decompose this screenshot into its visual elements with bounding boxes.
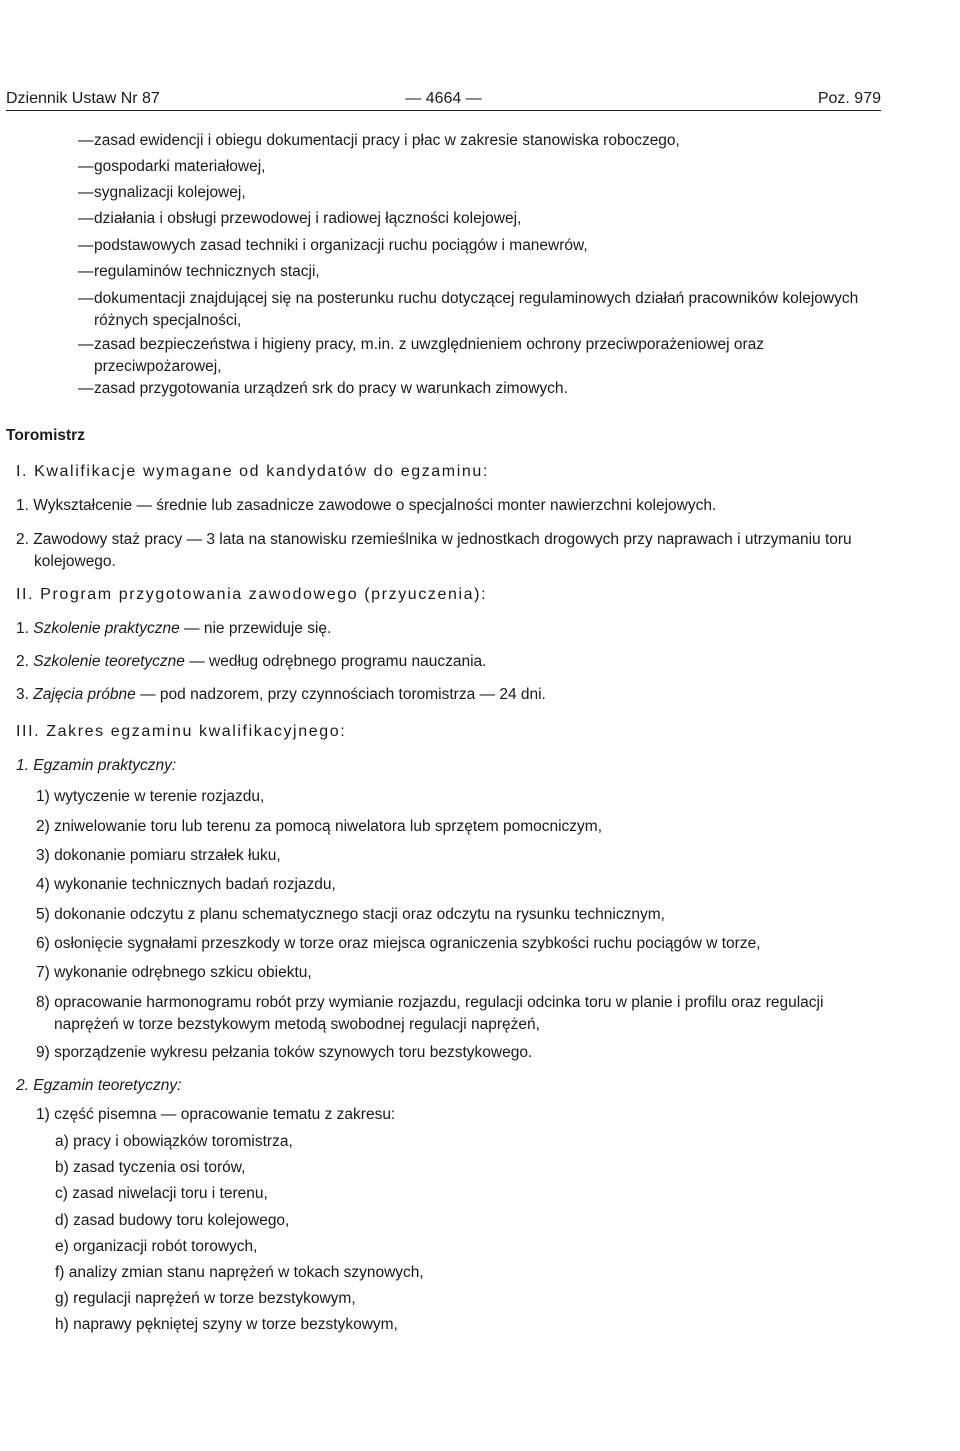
part2-heading: II. Program przygotowania zawodowego (przyuczenia): — [16, 586, 488, 603]
program-item-text: — pod nadzorem, przy czynnościach toromistrza — 24 dni. — [135, 686, 546, 703]
program-item — [16, 618, 882, 640]
theory-item: h) naprawy pękniętej szyny w torze bezstykowym, — [55, 1316, 398, 1333]
dash-item: — gospodarki materiałowej, — [78, 156, 882, 178]
program-item — [16, 651, 882, 673]
practical-item: 1) wytyczenie w terenie rozjazdu, — [36, 788, 265, 805]
theory-item: f) analizy zmian stanu naprężeń w tokach szynowych, — [55, 1264, 424, 1281]
dash-item: — działania i obsługi przewodowej i radiowej łączności kolejowej, — [78, 208, 882, 230]
dash-item: — zasad bezpieczeństwa i higieny pracy, m.in. z uwzględnieniem ochrony przeciwporażeniowej oraz przeciwpożarowej, — [78, 334, 882, 378]
page-number: — 4664 — — [405, 90, 482, 107]
program-item-number: 2. — [16, 653, 29, 670]
program-item-label: Szkolenie teoretyczne — [33, 653, 185, 670]
program-item-number: 3. — [16, 686, 29, 703]
practical-item: 7) wykonanie odrębnego szkicu obiektu, — [36, 964, 312, 981]
program-item-number: 1. — [16, 620, 29, 637]
theory-exam-label: 2. Egzamin teoretyczny: — [16, 1077, 182, 1094]
practical-exam-label: 1. Egzamin praktyczny: — [16, 757, 177, 774]
dash-item: — zasad przygotowania urządzeń srk do pracy w warunkach zimowych. — [78, 378, 882, 400]
program-item-text: — według odrębnego programu nauczania. — [184, 653, 487, 670]
position-number: Poz. 979 — [817, 90, 881, 107]
practical-item: 9) sporządzenie wykresu pełzania toków szynowych toru bezstykowego. — [36, 1044, 533, 1061]
practical-item: 6) osłonięcie sygnałami przeszkody w torze oraz miejsca ograniczenia szybkości ruchu pociągów w torze, — [36, 935, 761, 952]
section-title: Toromistrz — [6, 427, 85, 444]
theory-item: a) pracy i obowiązków toromistrza, — [55, 1133, 293, 1150]
practical-item: 3) dokonanie pomiaru strzałek łuku, — [36, 847, 281, 864]
page-header — [6, 88, 881, 111]
program-item-label: Zajęcia próbne — [33, 686, 136, 703]
qualification-item: 2. Zawodowy staż pracy — 3 lata na stanowisku rzemieślnika w jednostkach drogowych przy naprawach i utrzymaniu toru kolejowego. — [16, 531, 852, 570]
practical-item: 8) opracowanie harmonogramu robót przy wymianie rozjazdu, regulacji odcinka toru w planie i profilu oraz regulacji naprężeń w torze bezstykowym metodą swobodnej regulacji naprężeń, — [36, 994, 824, 1033]
theory-intro: 1) część pisemna — opracowanie tematu z zakresu: — [36, 1106, 396, 1123]
program-item — [16, 684, 882, 706]
dash-item: — zasad ewidencji i obiegu dokumentacji pracy i płac w zakresie stanowiska roboczego, — [78, 130, 882, 152]
theory-item: d) zasad budowy toru kolejowego, — [55, 1212, 290, 1229]
theory-item: b) zasad tyczenia osi torów, — [55, 1159, 246, 1176]
theory-item: c) zasad niwelacji toru i terenu, — [55, 1185, 268, 1202]
part3-heading: III. Zakres egzaminu kwalifikacyjnego: — [16, 723, 347, 740]
theory-item: g) regulacji naprężeń w torze bezstykowym, — [55, 1290, 356, 1307]
practical-item: 4) wykonanie technicznych badań rozjazdu, — [36, 876, 336, 893]
theory-item: e) organizacji robót torowych, — [55, 1238, 258, 1255]
qualification-item: 1. Wykształcenie — średnie lub zasadnicze zawodowe o specjalności monter nawierzchni kolejowych. — [16, 497, 717, 514]
program-item-text: — nie przewiduje się. — [179, 620, 332, 637]
dash-item: — dokumentacji znajdującej się na posterunku ruchu dotyczącej regulaminowych działań pracowników kolejowych różnych specjalności, — [78, 288, 882, 332]
dash-item: — podstawowych zasad techniki i organizacji ruchu pociągów i manewrów, — [78, 235, 882, 257]
part1-heading: I. Kwalifikacje wymagane od kandydatów do egzaminu: — [16, 463, 489, 480]
program-item-label: Szkolenie praktyczne — [33, 620, 180, 637]
dash-item: — sygnalizacji kolejowej, — [78, 182, 882, 204]
practical-item: 5) dokonanie odczytu z planu schematycznego stacji oraz odczytu na rysunku technicznym, — [36, 906, 665, 923]
journal-title: Dziennik Ustaw Nr 87 — [6, 90, 160, 107]
dash-item: — regulaminów technicznych stacji, — [78, 261, 882, 283]
practical-item: 2) zniwelowanie toru lub terenu za pomocą niwelatora lub sprzętem pomocniczym, — [36, 818, 603, 835]
